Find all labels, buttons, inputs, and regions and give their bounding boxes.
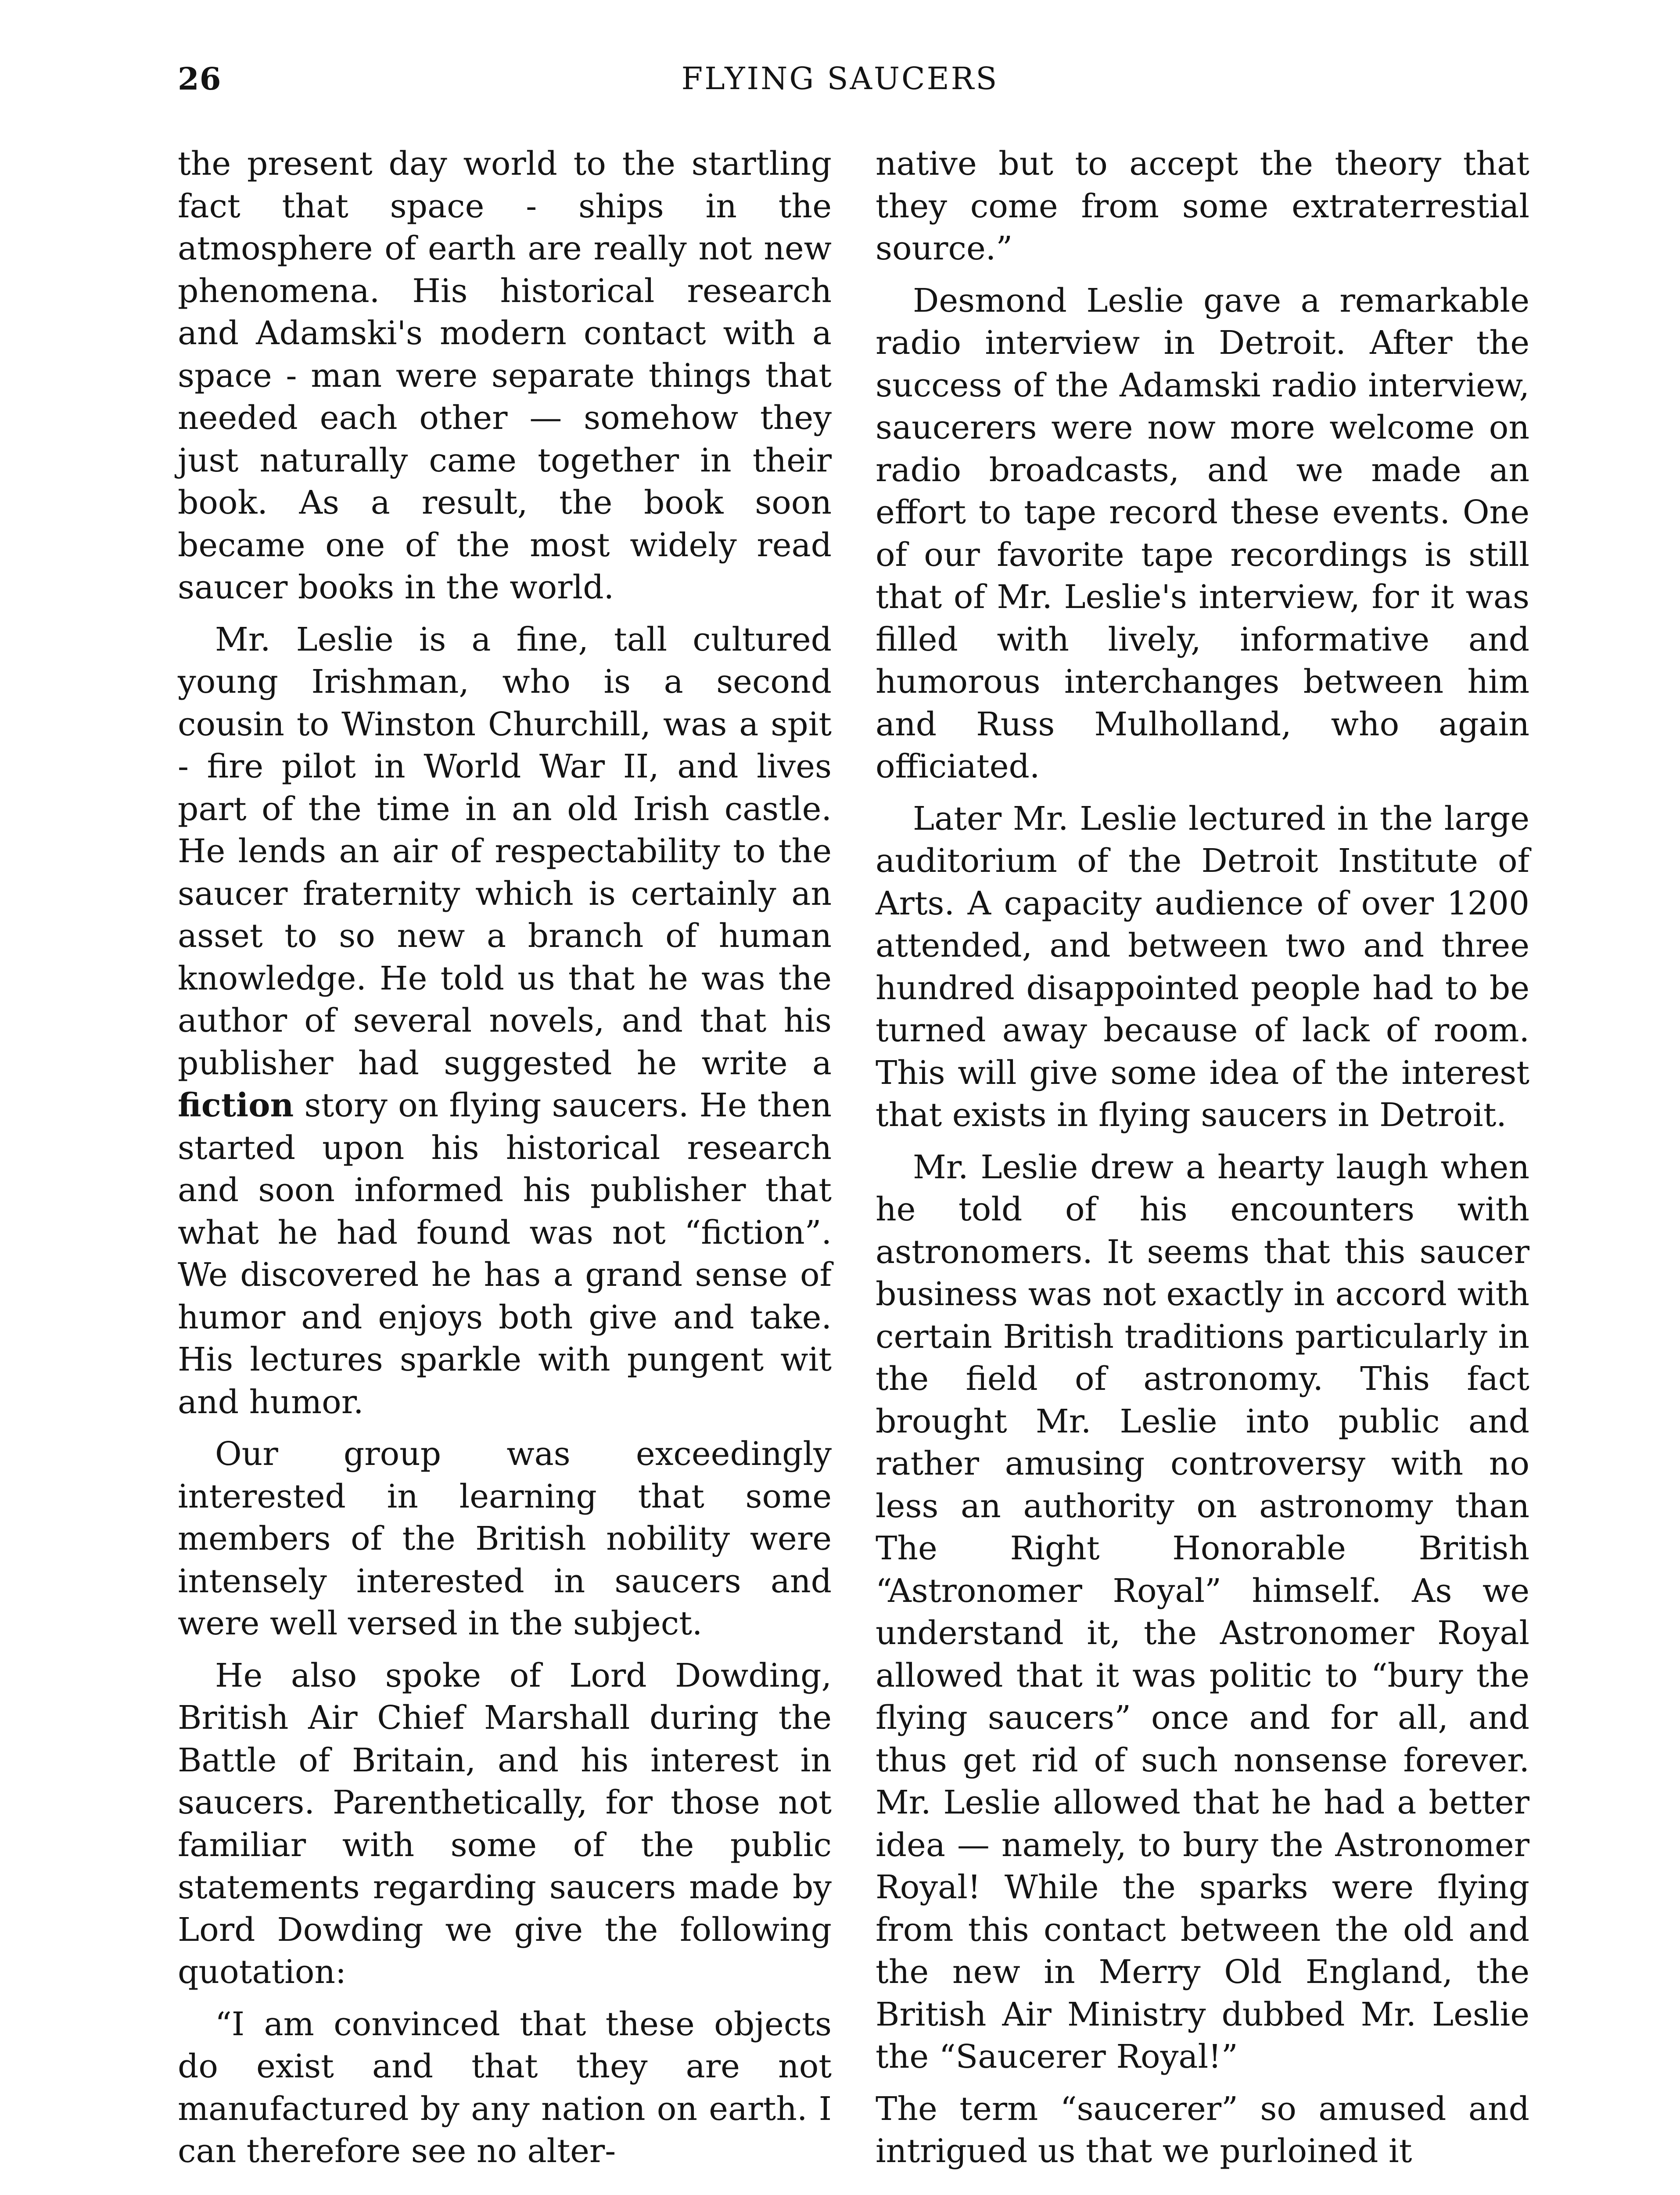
paragraph: Mr. Leslie drew a hearty laugh when he told of his encounters with astronomers. It seems that this saucer business was not exactly in accord with certain British traditions particularly in the field of astronomy. This fact brought Mr. Leslie into public and rather amusing controversy with no less an authority on astronomy than The Right Honorable British “Astronomer Royal” himself. As we understand it, the Astronomer Royal allowed that it was politic to “bury the flying saucers” once and for all, and thus get rid of such nonsense forever. Mr. Leslie allowed that he had a better idea — namely, to bury the Astronomer Royal! While the sparks were flying from this contact between the old and the new in Merry Old England, the British Air Ministry dubbed Mr. Leslie the “Saucerer Royal!” bbox=[876, 1148, 1529, 2076]
running-head: FLYING SAUCERS bbox=[681, 61, 999, 97]
right-column bbox=[876, 143, 1529, 2182]
paragraph: Later Mr. Leslie lectured in the large auditorium of the Detroit Institute of Arts. A capacity audience of over 1200 attended, and between two and three hundred disappointed people had to be turned away because of lack of room. This will give some idea of the interest that exists in flying saucers in Detroit. bbox=[876, 799, 1529, 1134]
quotation-paragraph: “I am convinced that these objects do exist and that they are not manufactured by any nation on earth. I can therefore see no alter- bbox=[178, 2005, 832, 2170]
paragraph: Desmond Leslie gave a remarkable radio interview in Detroit. After the success of the Adamski radio interview, saucerers were now more welcome on radio broadcasts, and we made an effort to tape record these events. One of our favorite tape recordings is still that of Mr. Leslie's interview, for it was filled with lively, informative and humorous interchanges between him and Russ Mulholland, who again officiated. bbox=[876, 281, 1529, 785]
paragraph: Our group was exceedingly interested in learning that some members of the British nobility were intensely interested in saucers and were well versed in the subject. bbox=[178, 1435, 832, 1642]
paragraph-text: Mr. Leslie is a fine, tall cultured young Irishman, who is a second cousin to Winston Churchill, was a spit - fire pilot in World War II, and lives part of the time in an old Irish castle. He lends an air of respectability to the saucer fraternity which is certainly an asset to so new a branch of human knowledge. He told us that he was the author of several novels, and that his publisher had suggested he write a bbox=[178, 620, 832, 1082]
paragraph: native but to accept the theory that they come from some extraterrestial source.” bbox=[876, 145, 1529, 267]
paragraph: The term “saucerer” so amused and intrigued us that we purloined it bbox=[876, 2090, 1529, 2170]
paragraph-text: story on flying saucers. He then started upon his historical research and soon informed his publisher that what he had found was not “fiction”. We discovered he has a grand sense of humor and enjoys both give and take. His lectures sparkle with pungent wit and humor. bbox=[178, 1087, 832, 1421]
left-column bbox=[178, 143, 832, 2182]
paragraph bbox=[178, 619, 832, 1424]
emphasized-word: fiction bbox=[178, 1087, 294, 1124]
paragraph: the present day world to the startling fact that space - ships in the atmosphere of earth are really not new phenomena. His historical research and Adamski's modern contact with a space - man were separate things that needed each other — somehow they just naturally came together in their book. As a result, the book soon became one of the most widely read saucer books in the world. bbox=[178, 145, 832, 606]
page-number: 26 bbox=[178, 61, 222, 97]
paragraph: He also spoke of Lord Dowding, British Air Chief Marshall during the Battle of Britain, and his interest in saucers. Parenthetically, for those not familiar with some of the public statements regarding saucers made by Lord Dowding we give the following quotation: bbox=[178, 1656, 832, 1991]
